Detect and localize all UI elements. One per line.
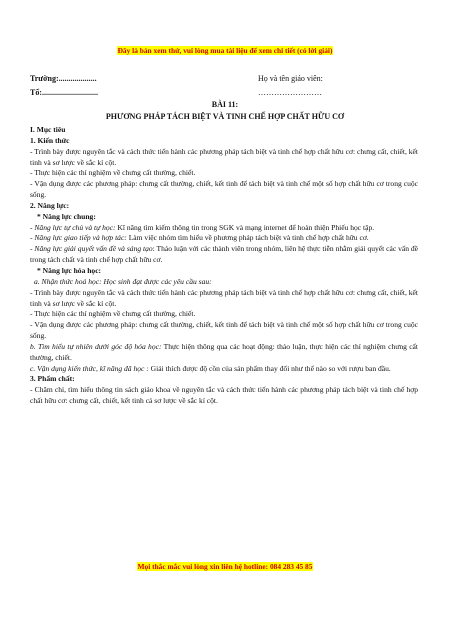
paragraph [30, 223, 418, 234]
subheading-nhan-thuc: a. Nhận thức hoá học: Học sinh đạt được các yêu cầu sau: [34, 276, 212, 286]
heading-pham-chat: 3. Phẩm chất: [30, 374, 75, 384]
paragraph [30, 233, 418, 244]
paragraph: - Thực hiện các thí nghiệm về chưng cất thường, chiết. [30, 168, 196, 178]
hotline-footer-text: Mọi thắc mắc vui lòng xin liên hệ hotline: 084 283 45 85 [137, 562, 313, 571]
paragraph: - Trình bày được nguyên tắc và cách thức tiến hành các phương pháp tách biệt và tinh chế hợp chất hữu cơ: chưng cất, chiết, kết tinh và sơ lược về sắc kí cột. [30, 287, 418, 308]
paragraph-label: - Năng lực tự chủ và tự học: [30, 222, 116, 232]
paragraph: - Trình bày được nguyên tắc và cách thức tiến hành các phương pháp tách biệt và tinh chế hợp chất hữu cơ: chưng cất, chiết, kết tinh và sơ lược về sắc kí cột. [30, 146, 418, 167]
document-body [30, 125, 418, 407]
heading-nang-luc: 2. Năng lực: [30, 200, 70, 210]
paragraph: - Thực hiện các thí nghiệm về chưng cất thường, chiết. [30, 309, 196, 319]
hotline-footer [0, 562, 450, 571]
paragraph-text: Giải thích được độ cồn của sản phẩm thay đổi như thế nào so với rượu ban đầu. [148, 363, 391, 373]
paragraph: - Vận dụng được các phương pháp: chưng cất thường, chiết, kết tinh để tách biệt và tinh chế một số hợp chất hữu cơ trong cuộc sống. [30, 320, 418, 341]
preview-banner-text: Đây là bản xem thử, vui lòng mua tài liệu để xem chi tiết (có lời giải) [117, 46, 333, 55]
paragraph-text: Thực hiện thông qua các hoạt động: thảo luận, thực hiện các thí nghiệm chưng cất thường, chiết. [30, 341, 419, 362]
paragraph: - Chăm chỉ, tìm hiểu thông tin sách giáo khoa về nguyên tắc và cách thức tiến hành các phương pháp tách biệt và tinh chế hợp chất hữu cơ: chưng cất, chiết, kết tinh cả sơ lược về sắc kí cột. [30, 385, 418, 406]
teacher-name-dots: …………………… [258, 88, 322, 97]
paragraph-label: b. Tìm hiểu tự nhiên dưới góc độ hóa học: [30, 341, 162, 351]
teacher-name-label: Họ và tên giáo viên: [258, 74, 323, 83]
heading-nang-luc-hoa-hoc: * Năng lực hóa học: [37, 265, 102, 275]
paragraph-text: Làm việc nhóm tìm hiểu về phương pháp tách biệt và tinh chế hợp chất hữu cơ. [126, 233, 369, 243]
school-field: Trường:................... [30, 74, 97, 83]
paragraph: - Vận dụng được các phương pháp: chưng cất thường, chiết, kết tinh để tách biệt và tinh chế một số hợp chất hữu cơ trong cuộc sống. [30, 179, 418, 200]
paragraph-label: - Năng lực giải quyết vấn đề và sáng tạo [30, 244, 153, 254]
paragraph [30, 342, 418, 364]
paragraph-label: c. Vận dụng kiến thức, kĩ năng đã học : [30, 363, 149, 373]
paragraph-text: Kĩ năng tìm kiếm thông tin trong SGK và mạng internet để hoàn thiện Phiếu học tập. [115, 222, 375, 232]
paragraph [30, 364, 418, 375]
paragraph [30, 244, 418, 266]
heading-muc-tieu: I. Mục tiêu [30, 125, 66, 134]
preview-banner [0, 46, 450, 55]
paragraph-text: : Thảo luận với các thành viên trong nhóm, liên hệ thực tiễn nhằm giải quyết các vấn đề trong tách chất và tinh chế hợp chất hữu cơ. [30, 244, 418, 265]
heading-kien-thuc: 1. Kiến thức [30, 135, 70, 145]
lesson-number: BÀI 11: [211, 100, 239, 109]
paragraph-label: - Năng lực giao tiếp và hợp tác: [30, 233, 127, 243]
group-field: Tổ:............................ [30, 88, 98, 97]
lesson-title: PHƯƠNG PHÁP TÁCH BIỆT VÀ TINH CHẾ HỢP CHẤT HỮU CƠ [105, 112, 345, 121]
heading-nang-luc-chung: * Năng lực chung: [37, 211, 96, 221]
